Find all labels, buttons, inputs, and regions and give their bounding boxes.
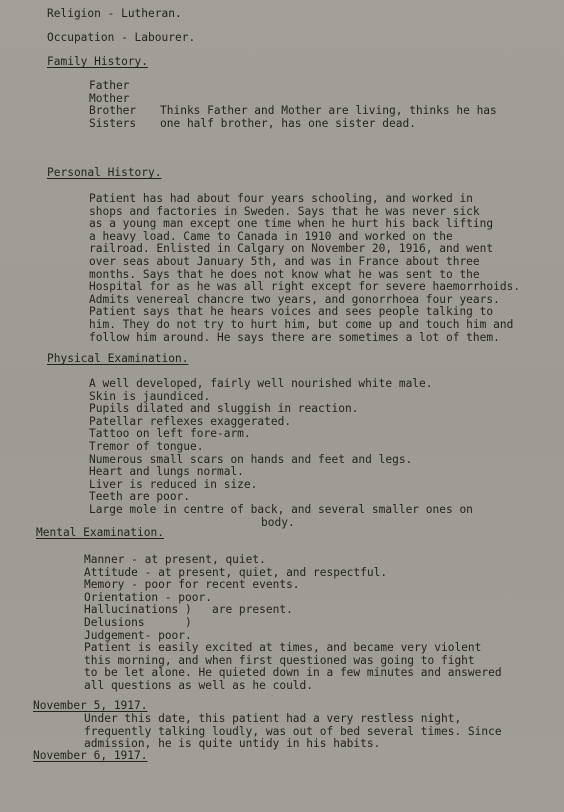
text-line: months. Says that he does not know what he was sent to the (89, 267, 480, 281)
text-line: Admits venereal chancre two years, and gonorrhoea four years. (89, 292, 500, 306)
text-line: admission, he is quite untidy in his habits. (84, 737, 381, 751)
text-line: as a young man except one time when he hurt his back lifting (89, 217, 494, 231)
family-text: Thinks Father and Mother are living, thinks he has (160, 104, 497, 118)
text-line: Hospital for as he was all right except for severe haemorrhoids. (89, 280, 521, 294)
family-label: Brother (89, 104, 137, 118)
text-line: Under this date, this patient had a very restless night, (84, 712, 462, 725)
physical-examination-heading: Physical Examination. (47, 352, 189, 365)
text-line: Teeth are poor. (89, 490, 191, 504)
text-line: Numerous small scars on hands and feet and legs. (89, 452, 413, 466)
text-line: Memory - poor for recent events. (84, 578, 300, 592)
entry-date: November 5, 1917. (33, 699, 148, 712)
text-line: A well developed, fairly well nourished white male. (89, 377, 433, 390)
text-line: Heart and lungs normal. (89, 465, 244, 479)
text-line: shops and factories in Sweden. Says that he was never sick (89, 204, 480, 218)
text-line: Manner - at present, quiet. (84, 553, 266, 566)
text-line: Delusions ) (84, 615, 192, 629)
text-line: Skin is jaundiced. (89, 389, 211, 403)
text-line: railroad. Enlisted in Calgary on November 20, 1916, and went (89, 242, 494, 256)
text-line: follow him around. He says there are sometimes a lot of them. (89, 330, 500, 344)
text-line: over seas about January 5th, and was in France about three (89, 254, 480, 268)
entry-date: November 6, 1917. (33, 749, 148, 762)
mental-examination-heading: Mental Examination. (36, 526, 164, 539)
entry-text (84, 713, 502, 751)
text-line: Liver is reduced in size. (89, 477, 258, 491)
text-line: frequently talking loudly, was out of bed several times. Since (84, 724, 502, 738)
family-label: Sisters (89, 116, 137, 130)
personal-history-text (89, 193, 520, 344)
text-line: all questions as well as he could. (84, 678, 314, 692)
physical-examination-text (89, 378, 473, 529)
text-line: Tremor of tongue. (89, 439, 204, 453)
text-line: Pupils dilated and sluggish in reaction. (89, 402, 359, 416)
text-line: Attitude - at present, quiet, and respectful. (84, 565, 388, 579)
text-line: Patient says that he hears voices and sees people talking to (89, 305, 494, 319)
text-line: Hallucinations ) are present. (84, 603, 293, 617)
text-line: him. They do not try to hurt him, but come up and touch him and (89, 317, 514, 331)
family-row (89, 118, 497, 131)
text-line: Tattoo on left fore-arm. (89, 427, 251, 441)
personal-history-heading: Personal History. (47, 166, 162, 179)
family-history-block (89, 80, 497, 130)
text-line: a heavy load. Came to Canada in 1910 and worked on the (89, 229, 453, 243)
occupation-line: Occupation - Labourer. (47, 31, 196, 44)
text-line: body. (261, 515, 295, 529)
text-line: Patient is easily excited at times, and became very violent (84, 641, 482, 655)
family-label: Father (89, 79, 130, 92)
text-line: to be let alone. He quieted down in a few minutes and answered (84, 666, 502, 680)
family-text: one half brother, has one sister dead. (160, 116, 416, 130)
religion-line: Religion - Lutheran. (47, 7, 182, 20)
family-history-heading: Family History. (47, 55, 149, 68)
family-row (89, 80, 497, 93)
text-line: Orientation - poor. (84, 590, 212, 604)
text-line: this morning, and when first questioned was going to fight (84, 653, 475, 667)
family-row (89, 105, 497, 118)
text-line: Patient has had about four years schooling, and worked in (89, 192, 473, 205)
mental-examination-text (84, 554, 502, 693)
text-line: Patellar reflexes exaggerated. (89, 414, 292, 428)
text-line: Large mole in centre of back, and several smaller ones on (89, 502, 473, 516)
text-line: Judgement- poor. (84, 628, 192, 642)
family-label: Mother (89, 91, 130, 105)
